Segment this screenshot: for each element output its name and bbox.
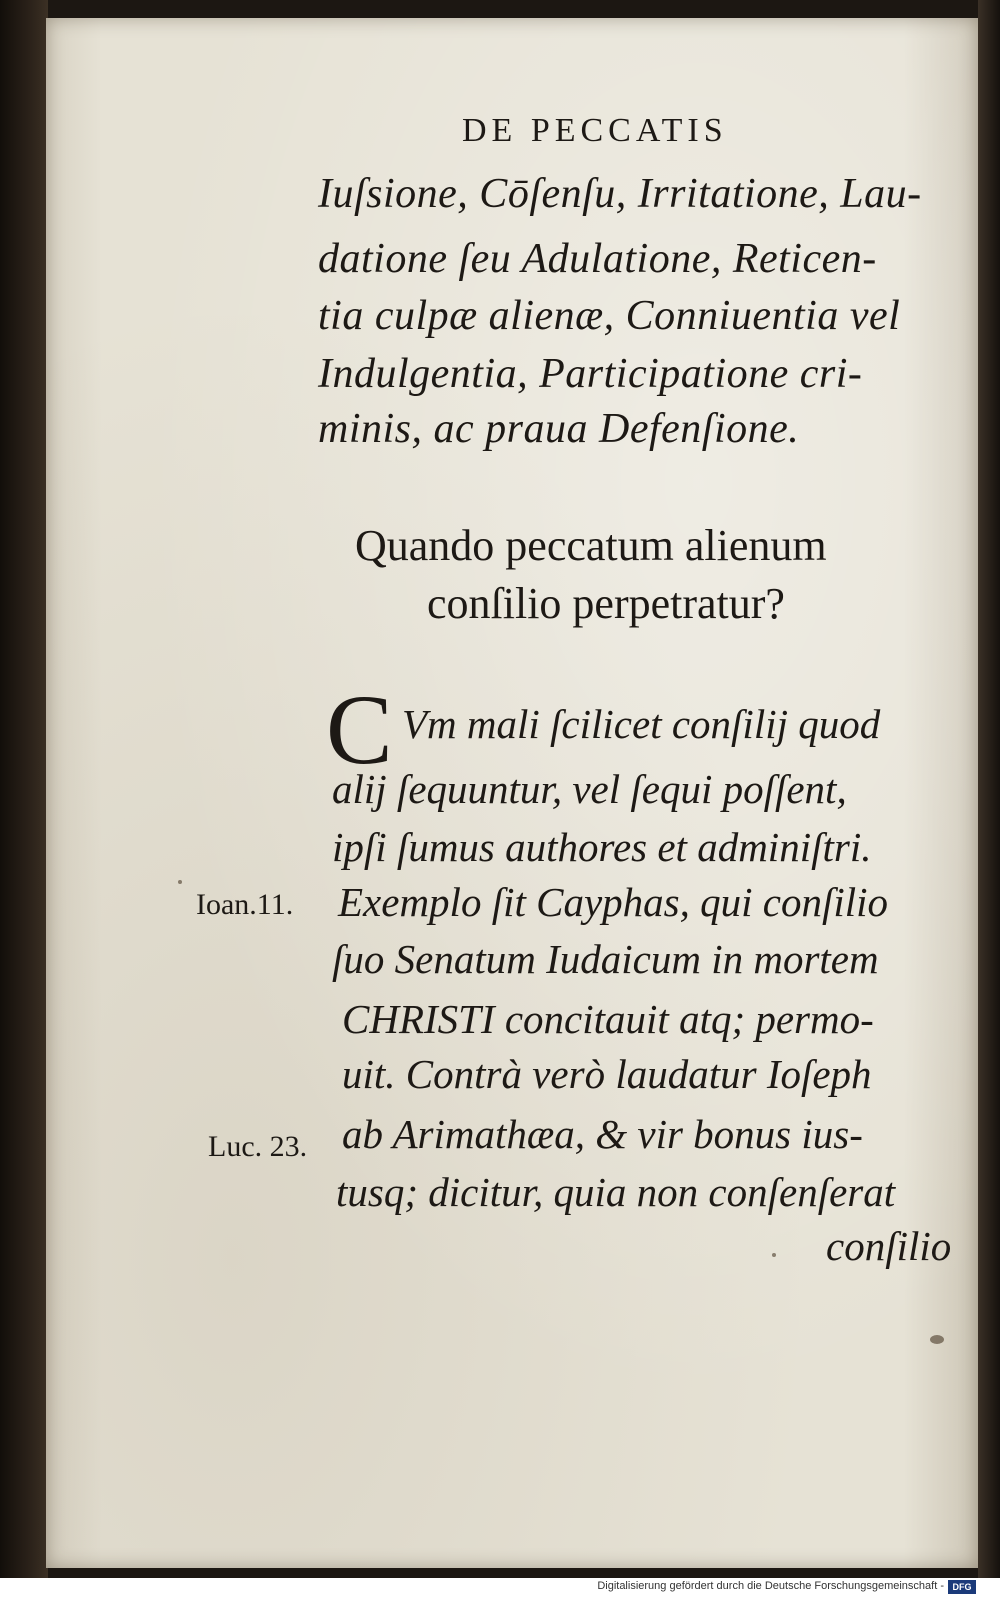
paper-stain (930, 1335, 944, 1344)
intro-line: tia culpæ alienæ, Conniuentia vel (318, 293, 901, 339)
body-line: Exemplo ſit Cayphas, qui conſilio (338, 879, 889, 925)
footer-bar (0, 1578, 1000, 1597)
intro-line: minis, ac praua Defenſione. (318, 406, 800, 452)
body-line: ſuo Senatum Iudaicum in mortem (332, 936, 879, 982)
margin-note: Luc. 23. (208, 1130, 308, 1163)
body-line: ab Arimathæa, & vir bonus ius- (342, 1111, 863, 1157)
body-line: ipſi ſumus authores et adminiſtri. (332, 824, 872, 870)
intro-line: datione ſeu Adulatione, Reticen- (318, 236, 877, 282)
book-edge-right (978, 0, 1000, 1578)
intro-line: Indulgentia, Participatione cri- (318, 351, 863, 397)
page-header: DE PECCATIS (462, 112, 728, 149)
question-heading: conſilio perpetratur? (427, 579, 785, 628)
body-line: Vm mali ſcilicet conſilij quod (402, 701, 881, 747)
paper-stain (772, 1253, 776, 1257)
dfg-logo: DFG (948, 1580, 976, 1594)
footer-credit: Digitalisierung gefördert durch die Deutsche Forschungsgemeinschaft - (597, 1580, 944, 1592)
body-line: tusq; dicitur, quia non conſenſerat (336, 1169, 896, 1215)
margin-note: Ioan.11. (196, 888, 294, 921)
intro-line: Iuſsione, Cōſenſu, Irritatione, Lau- (318, 171, 922, 217)
body-line: alij ſequuntur, vel ſequi poſſent, (332, 766, 847, 812)
dropcap: C (326, 674, 393, 785)
paper-stain (178, 880, 182, 884)
book-edge-left (0, 0, 48, 1578)
body-line: CHRISTI concitauit atq; permo- (342, 996, 874, 1042)
body-line: uit. Contrà verò laudatur Ioſeph (342, 1051, 872, 1097)
question-heading: Quando peccatum alienum (355, 521, 827, 570)
catchword: conſilio (826, 1223, 952, 1269)
